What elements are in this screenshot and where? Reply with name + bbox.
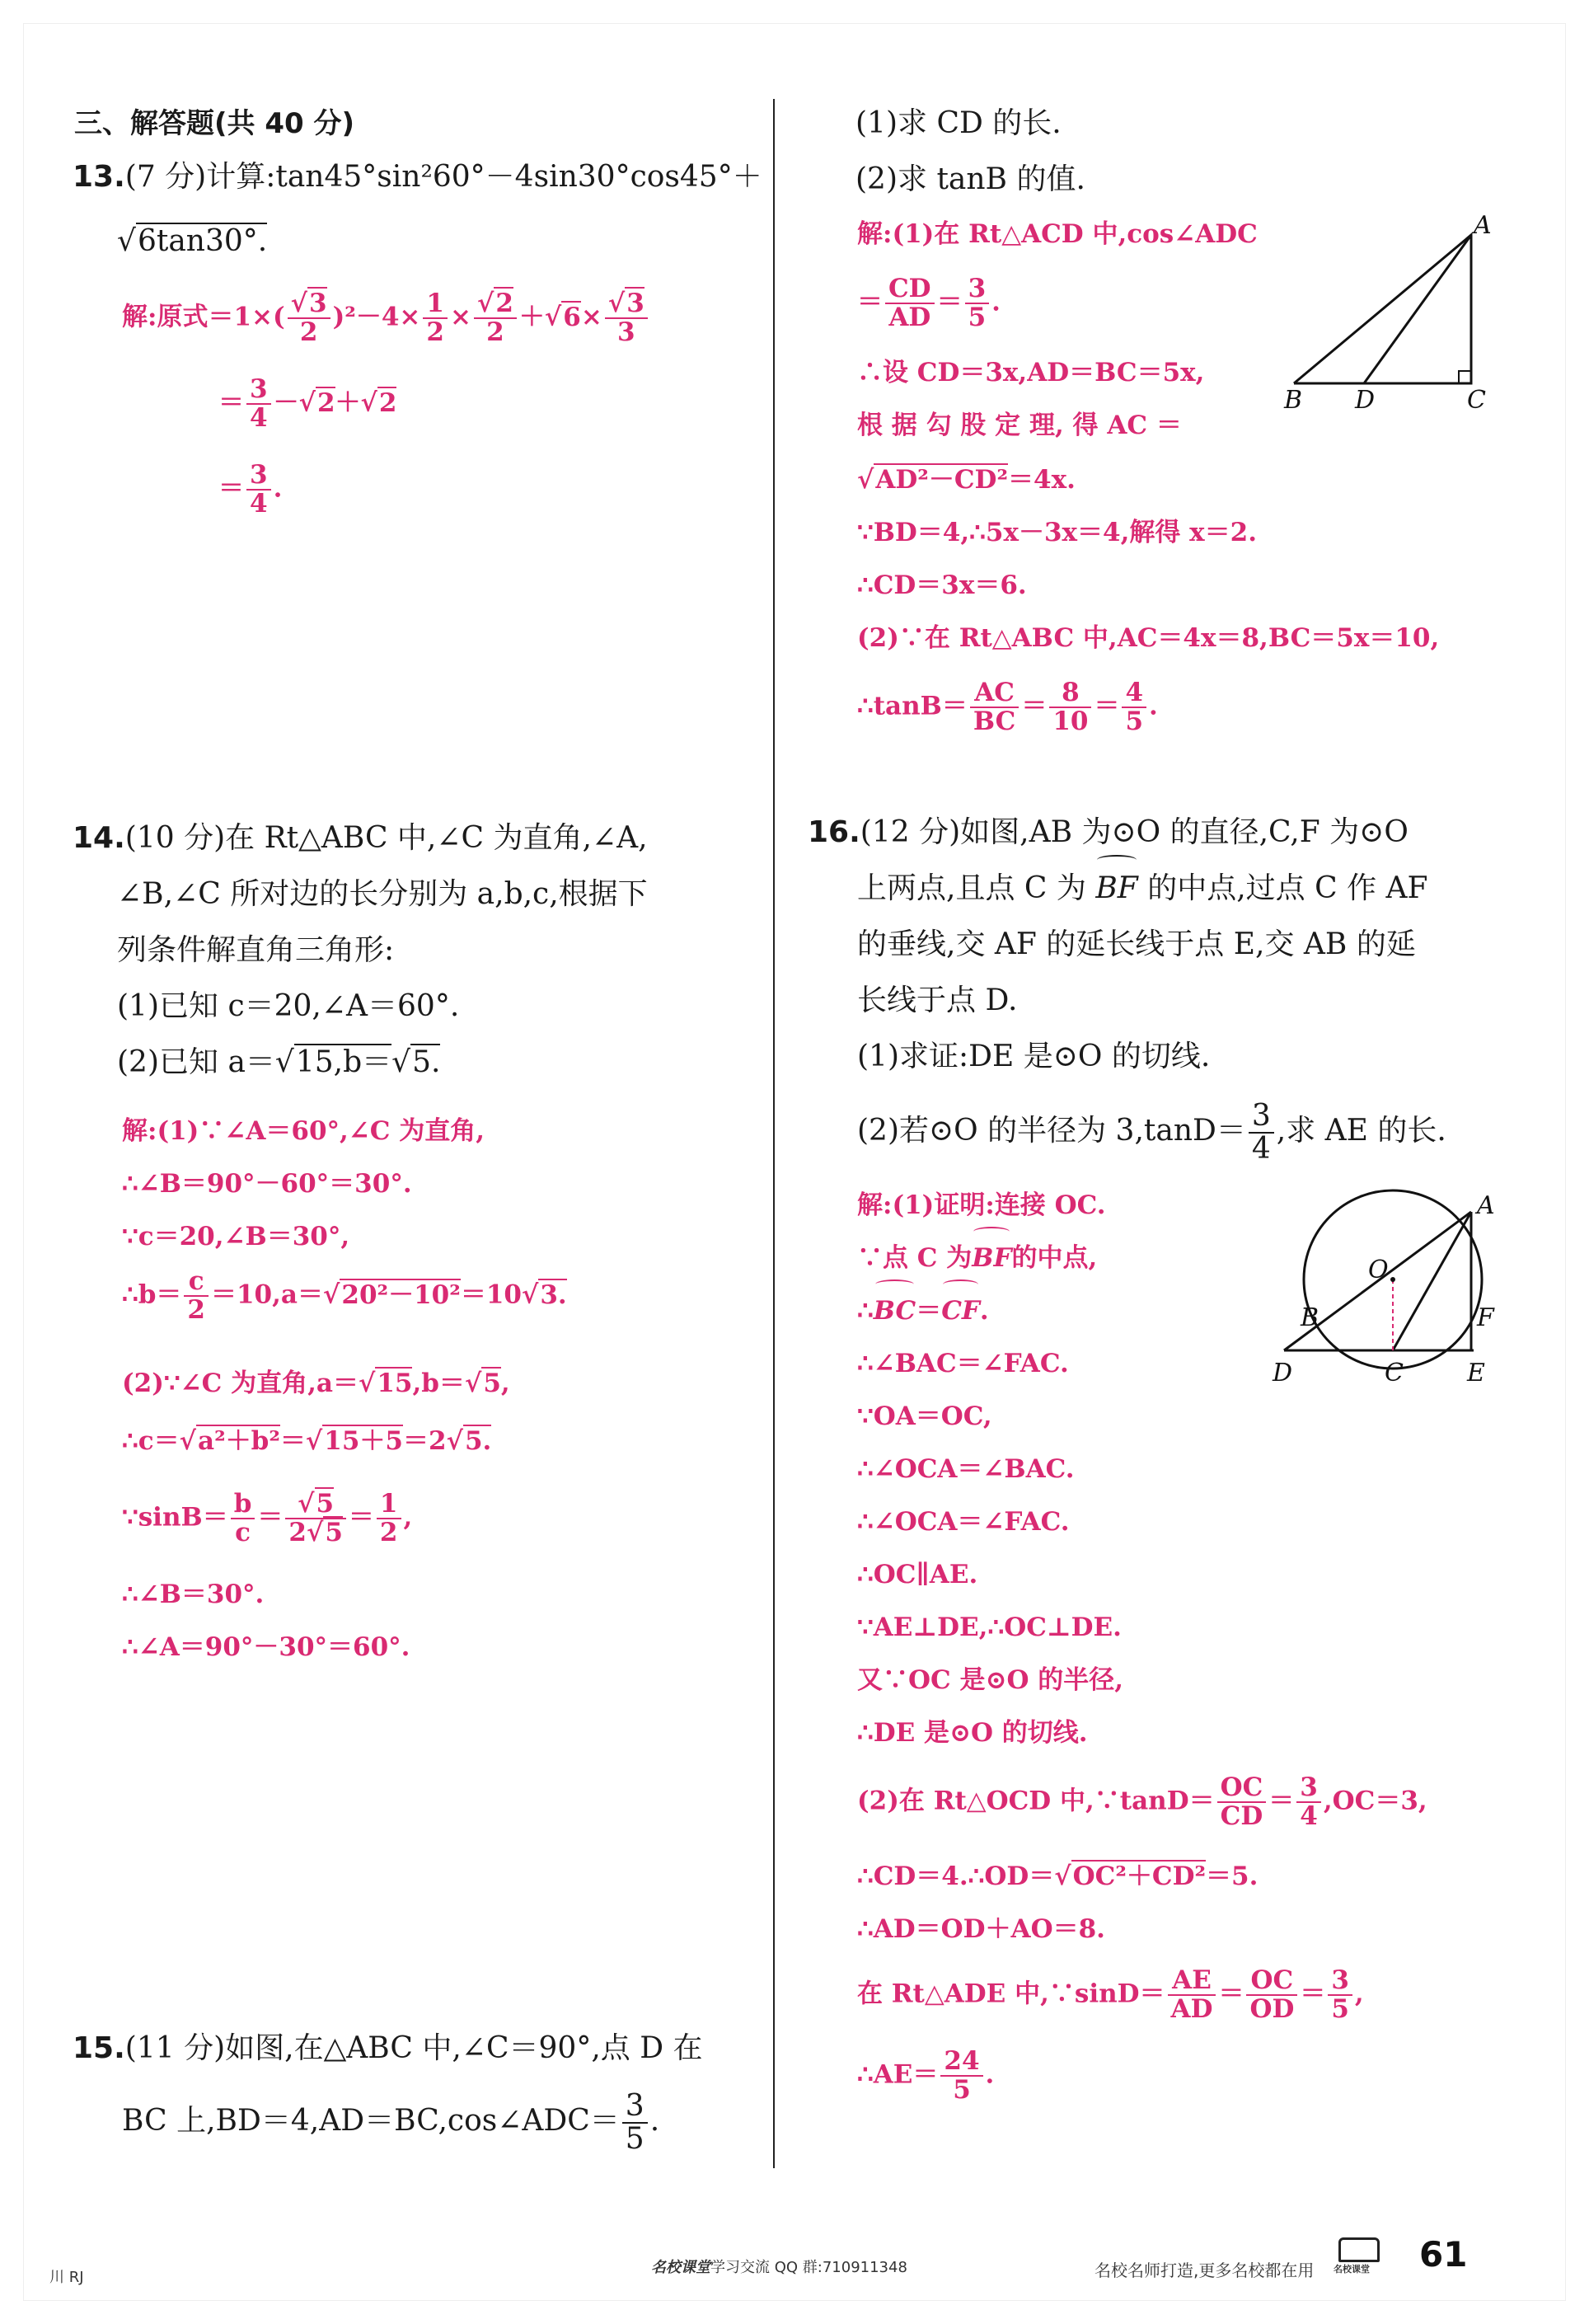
q15-ans1: 解:(1)在 Rt△ACD 中,cos∠ADC [857, 219, 1258, 249]
q16-label-o: O [1368, 1256, 1389, 1284]
q16-text1: (12 分)如图,AB 为⊙O 的直径,C,F 为⊙O [860, 815, 1409, 849]
q16-a13a: ∴CD＝4.∴OD＝ [857, 1862, 1055, 1891]
q14-a4e: 3. [540, 1279, 567, 1310]
q16-frac-3-4-ans: $\frac{3}{4}$ [1296, 1774, 1321, 1830]
q15-ans7: ∴CD＝3x＝6. [857, 570, 1027, 600]
q13-a2-minus: － [273, 387, 299, 418]
q14-ans8: ∴∠B＝30°. [122, 1580, 265, 1609]
q15-sub2: (2)求 tanB 的值. [855, 162, 1085, 196]
q13-answer-line1: 解:原式＝1×( $\frac{√3}{2}$ )²－4× $\frac{1}{2}$ × $\frac{√2}{2}$ ＋√6× $\frac{√3}{3}$ [122, 290, 650, 346]
q15-label-d: D [1355, 386, 1376, 415]
q13-a2-plus: ＋ [335, 387, 361, 418]
q16-line1 [808, 804, 1409, 862]
q16-a16a: ∴AE＝ [857, 2059, 939, 2090]
q16-ans2 [857, 1232, 1097, 1284]
q15-label-c: C [1467, 386, 1486, 415]
q15-ans8: (2)∵在 Rt△ABC 中,AC＝4x＝8,BC＝5x＝10, [857, 623, 1440, 653]
q16-frac-24-5: $\frac{24}{5}$ [940, 2048, 982, 2104]
q15-frac-ac-bc: $\frac{AC}{BC}$ [970, 679, 1019, 735]
q14-a6e: ＝2 [403, 1426, 447, 1456]
q13-number: 13. [73, 160, 125, 194]
q14-ans5: (2)∵∠C 为直角,a＝√15,b＝√5, [122, 1369, 510, 1398]
q13-frac-1-2: $\frac{1}{2}$ [423, 290, 448, 346]
q16-center-dot [1390, 1277, 1395, 1282]
q13-frac-sqrt3-2: $\frac{√3}{2}$ [288, 290, 330, 346]
q16-a2a: ∵点 C 为 [857, 1243, 973, 1273]
q13-frac-sqrt3-3: $\frac{√3}{3}$ [605, 290, 648, 346]
q14-a6f: 5. [464, 1426, 492, 1456]
q14-frac-sqrt5: $\frac{√5}{2√5}$ [285, 1491, 346, 1547]
q15-triangle-figure [1269, 210, 1500, 416]
q16-a15d: , [1354, 1979, 1364, 2009]
q16-label-c: C [1385, 1359, 1404, 1387]
q16-a15b: ＝ [1218, 1979, 1244, 2009]
q16-line3: 的垂线,交 AF 的延长线于点 E,交 AB 的延 [857, 927, 1416, 961]
q14-a6a: ∴c＝ [122, 1426, 180, 1456]
q15-a9d: . [1149, 691, 1158, 721]
footer-brand: 名校课堂 [651, 2259, 710, 2276]
q16-a16b: . [985, 2059, 995, 2090]
q16-frac-ae-ad: $\frac{AE}{AD}$ [1168, 1967, 1216, 2023]
q16-ans14: ∴AD＝OD＋AO＝8. [857, 1914, 1105, 1944]
q16-a15c: ＝ [1300, 1979, 1326, 2009]
q14-a7c: ＝ [348, 1502, 374, 1533]
q13-line1 [73, 148, 762, 206]
q16-sub2 [857, 1101, 1446, 1165]
q15-label-a: A [1474, 211, 1492, 240]
q16-label-f: F [1477, 1303, 1494, 1332]
section-title: 三、解答题(共 40 分) [74, 107, 355, 140]
q16-ans1: 解:(1)证明:连接 OC. [857, 1190, 1106, 1220]
q15-ans5: √AD²－CD²＝4x. [857, 465, 1076, 495]
q16-a3a: ∴ [857, 1296, 874, 1326]
footer-center [651, 2256, 907, 2277]
q14-l5a: (2)已知 a＝ [117, 1045, 275, 1079]
footer-qq: 学习交流 QQ 群:710911348 [710, 2259, 907, 2276]
q14-a4c: 20²－10² [341, 1279, 461, 1310]
q16-ans7: ∴∠OCA＝∠FAC. [857, 1507, 1070, 1537]
q14-a5d: 5 [483, 1369, 501, 1398]
q16-frac-oc-cd: $\frac{OC}{CD}$ [1217, 1774, 1267, 1830]
q16-line-ac [1393, 1212, 1471, 1350]
q14-a4a: ∴b＝ [122, 1279, 182, 1310]
q15-a2a: ＝ [857, 287, 883, 317]
q15-frac-8-10: $\frac{8}{10}$ [1049, 679, 1091, 735]
q13-a-mid: )²－4× [332, 302, 421, 332]
q16-ans15 [857, 1967, 1364, 2023]
footer-logo-icon [1338, 2237, 1380, 2262]
q14-ans9: ∴∠A＝90°－30°＝60°. [122, 1632, 410, 1662]
q14-a5c: ,b＝ [412, 1369, 465, 1398]
q14-a7a: ∵sinB＝ [122, 1502, 228, 1533]
q16-ans4: ∴∠BAC＝∠FAC. [857, 1349, 1069, 1378]
footer-slogan: 名校名师打造,更多名校都在用 [1094, 2261, 1315, 2280]
q14-l5c: 5. [412, 1045, 441, 1079]
q16-label-e: E [1467, 1359, 1485, 1387]
q16-a3b: ＝ [916, 1296, 942, 1326]
q16-a12b: ＝ [1268, 1786, 1295, 1816]
q16-a13c: ＝5. [1206, 1862, 1259, 1891]
q16-a15a: 在 Rt△ADE 中,∵sinD＝ [857, 1979, 1165, 2009]
q16-frac-3-4: $\frac{3}{4}$ [1249, 1101, 1274, 1165]
q16-ans9: ∵AE⊥DE,∴OC⊥DE. [857, 1613, 1122, 1642]
q16-arc-bf: BF [1095, 860, 1137, 918]
column-divider [773, 99, 775, 2168]
q15-l2a: BC 上,BD＝4,AD＝BC,cos∠ADC＝ [122, 2104, 620, 2138]
q15-frac-4-5: $\frac{4}{5}$ [1122, 679, 1146, 735]
q13-a-times: × [449, 302, 471, 332]
q14-a4d: ＝10 [460, 1279, 522, 1310]
footer-logo-caption: 名校课堂 [1334, 2264, 1370, 2275]
q14-a5b: 15 [377, 1369, 413, 1398]
q15-right-angle-mark [1459, 371, 1471, 383]
q13-line2-tail: 6tan30°. [137, 224, 268, 258]
q15-a5a: AD²－CD² [875, 465, 1009, 495]
q16-a12a: (2)在 Rt△OCD 中,∵tanD＝ [857, 1786, 1215, 1816]
q15-ans2 [857, 275, 1001, 331]
q14-ans6: ∴c＝√a²＋b²＝√15＋5＝2√5. [122, 1426, 492, 1456]
q13-frac-3-4: $\frac{3}{4}$ [246, 376, 271, 432]
q14-frac-c-2: $\frac{c}{2}$ [184, 1268, 209, 1324]
q16-number: 16. [808, 815, 860, 849]
q14-line4: (1)已知 c＝20,∠A＝60°. [117, 989, 460, 1023]
q14-a5e: , [500, 1369, 510, 1398]
q13-frac-sqrt2-2: $\frac{√2}{2}$ [474, 290, 517, 346]
q15-a9c: ＝ [1094, 691, 1120, 721]
q15-sub1: (1)求 CD 的长. [855, 106, 1062, 140]
q14-line1 [73, 810, 648, 867]
q16-a13b: OC²＋CD² [1072, 1862, 1207, 1891]
q16-line2 [857, 860, 1428, 918]
q14-ans3: ∵c＝20,∠B＝30°, [122, 1222, 350, 1251]
q15-a9a: ∴tanB＝ [857, 691, 968, 721]
q14-a6d: 15＋5 [324, 1426, 403, 1456]
q16-ans-arc-bf: BF [972, 1232, 1011, 1284]
q16-s2a: (2)若⊙O 的半径为 3,tanD＝ [857, 1114, 1246, 1148]
q15-ans4: 根 据 勾 股 定 理, 得 AC ＝ [857, 411, 1182, 440]
q15-ans9 [857, 679, 1158, 735]
q15-label-b: B [1284, 386, 1303, 415]
q14-frac-b-c: $\frac{b}{c}$ [231, 1491, 255, 1547]
q14-ans2: ∴∠B＝90°－60°＝30°. [122, 1169, 412, 1199]
q14-ans7 [122, 1491, 412, 1547]
q13-a-lead: 解:原式＝1×( [122, 302, 285, 332]
q16-a12c: ,OC＝3, [1323, 1786, 1427, 1816]
q15-frac-3-5: $\frac{3}{5}$ [622, 2091, 648, 2155]
q16-frac-oc-od: $\frac{OC}{OD}$ [1246, 1967, 1297, 2023]
q16-ans13: ∴CD＝4.∴OD＝√OC²＋CD²＝5. [857, 1862, 1259, 1891]
page-number: 61 [1419, 2234, 1468, 2275]
q15-a9b: ＝ [1021, 691, 1048, 721]
q15-frac-cd-ad: $\frac{CD}{AD}$ [885, 275, 935, 331]
q16-arc-cf: CF [941, 1284, 980, 1337]
q14-a4b: ＝10,a＝ [210, 1279, 324, 1310]
footer-logo [1334, 2232, 1383, 2278]
q16-ans10: 又∵OC 是⊙O 的半径, [857, 1665, 1124, 1695]
q16-ans3 [857, 1284, 989, 1337]
q14-line3: 列条件解直角三角形: [117, 933, 395, 967]
q13-answer-line2: ＝ $\frac{3}{4}$ －√2＋√2 [218, 374, 397, 433]
q16-l2a: 上两点,且点 C 为 [857, 871, 1086, 905]
q13-lead: (7 分)计算:tan45°sin²60°－4sin30°cos45°＋ [124, 160, 762, 194]
q16-ans11: ∴DE 是⊙O 的切线. [857, 1718, 1088, 1748]
q15-a5b: ＝4x. [1008, 465, 1076, 495]
q14-ans4: ∴b＝ $\frac{c}{2}$ ＝10,a＝√20²－10²＝10√3. [122, 1266, 567, 1325]
q16-circle-figure [1261, 1187, 1541, 1393]
q16-label-b: B [1301, 1303, 1319, 1332]
q16-frac-3-5: $\frac{3}{5}$ [1328, 1967, 1352, 2023]
q16-ans8: ∴OC∥AE. [857, 1560, 978, 1589]
q15-line1 [73, 2020, 703, 2078]
q15-number: 15. [73, 2031, 125, 2065]
q15-ans6: ∵BD＝4,∴5x－3x＝4,解得 x＝2. [857, 518, 1257, 547]
q14-a6c: ＝ [279, 1426, 306, 1456]
q13-a2-eq: ＝ [218, 387, 244, 418]
q14-a5a: (2)∵∠C 为直角,a＝ [122, 1369, 359, 1398]
q15-line2 [122, 2091, 659, 2155]
q13-answer-line3: ＝ $\frac{3}{4}$ . [218, 460, 283, 519]
q15-triangle-abc [1294, 235, 1471, 383]
q16-s2b: ,求 AE 的长. [1276, 1114, 1446, 1148]
q13-frac-3-4-final: $\frac{3}{4}$ [246, 462, 271, 518]
q16-arc-bc: BC [874, 1284, 916, 1337]
q14-frac-1-2: $\frac{1}{2}$ [377, 1491, 401, 1547]
q14-a7b: ＝ [257, 1502, 284, 1533]
q16-l2b: 的中点,过点 C 作 AF [1147, 871, 1428, 905]
q15-segment-ad [1364, 235, 1471, 383]
q16-sub1: (1)求证:DE 是⊙O 的切线. [857, 1040, 1211, 1073]
q16-a2b: 的中点, [1011, 1243, 1098, 1273]
q14-number: 14. [73, 821, 125, 855]
q15-a2b: ＝ [936, 287, 963, 317]
q15-frac-3-5-ans: $\frac{3}{5}$ [965, 275, 990, 331]
q14-line5: (2)已知 a＝√15,b＝√5. [117, 1045, 441, 1079]
q15-l2b: . [649, 2104, 660, 2138]
q16-ans5: ∵OA＝OC, [857, 1401, 992, 1431]
q16-ans16 [857, 2048, 994, 2104]
q16-label-a: A [1477, 1191, 1495, 1220]
q14-ans1: 解:(1)∵∠A＝60°,∠C 为直角, [122, 1116, 485, 1146]
q16-a3c: . [979, 1296, 989, 1326]
q14-l5b: 15,b＝ [295, 1045, 392, 1079]
q14-a7d: , [403, 1502, 413, 1533]
q13-a3-eq: ＝ [218, 473, 244, 504]
q14-text1: (10 分)在 Rt△ABC 中,∠C 为直角,∠A, [124, 821, 648, 855]
q14-a6b: a²＋b² [197, 1426, 280, 1456]
q16-line4: 长线于点 D. [857, 984, 1018, 1017]
q15-text1: (11 分)如图,在△ABC 中,∠C＝90°,点 D 在 [124, 2031, 703, 2065]
q16-ans6: ∴∠OCA＝∠BAC. [857, 1454, 1075, 1484]
footer-edition: 川 RJ [49, 2269, 84, 2286]
q13-line2: √6tan30°. [117, 224, 268, 258]
q16-label-d: D [1273, 1359, 1293, 1387]
q16-ans12 [857, 1774, 1427, 1830]
q15-a2c: . [991, 287, 1001, 317]
q13-sqrt6: 6 [563, 302, 581, 332]
q15-ans3: ∴设 CD＝3x,AD＝BC＝5x, [857, 358, 1205, 387]
q14-line2: ∠B,∠C 所对边的长分别为 a,b,c,根据下 [117, 877, 648, 911]
